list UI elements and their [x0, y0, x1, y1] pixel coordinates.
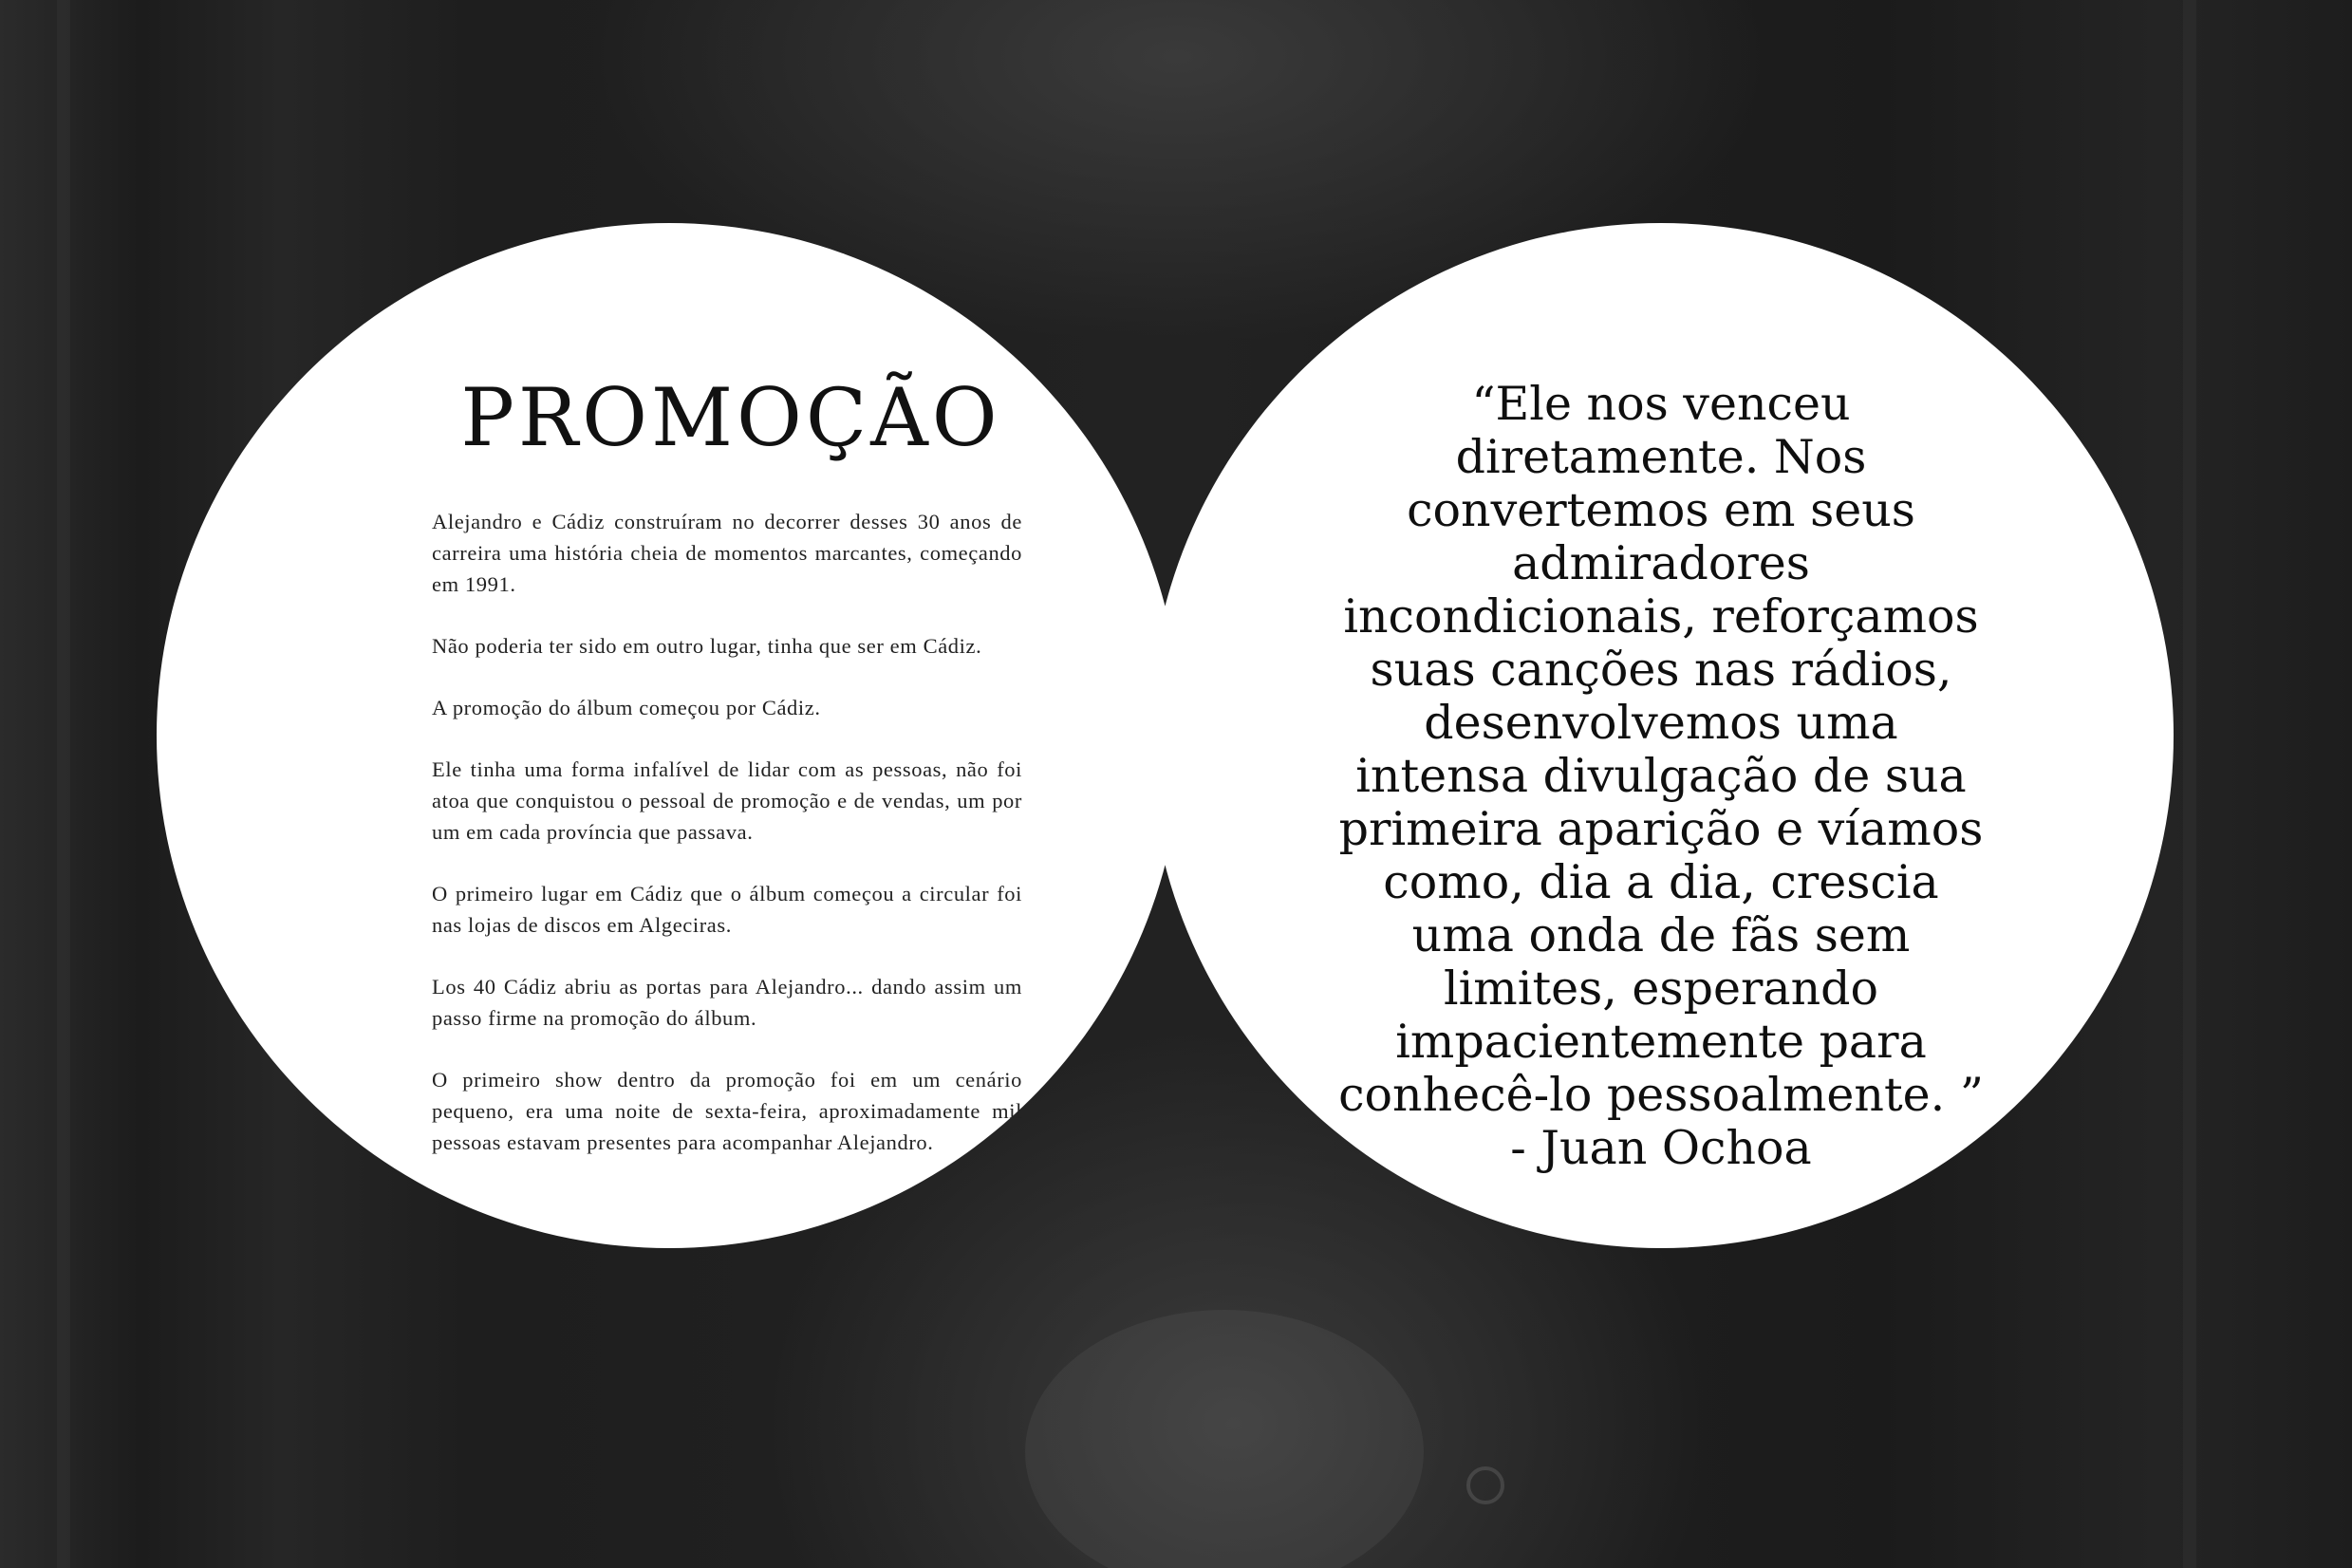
paragraph: Alejandro e Cádiz construíram no decorrer desses 30 anos de carreira uma história cheia de momentos marcantes, começando em 1991. [432, 510, 1022, 596]
background-photo-button [1466, 1466, 1504, 1504]
section-title: PROMOÇÃO [460, 371, 1001, 464]
paragraph: Los 40 Cádiz abriu as portas para Alejandro... dando assim um passo firme na promoção do álbum. [432, 975, 1022, 1030]
paragraph: O primeiro lugar em Cádiz que o álbum começou a circular foi nas lojas de discos em Algeciras. [432, 882, 1022, 937]
paragraph: Não poderia ter sido em outro lugar, tinha que ser em Cádiz. [432, 634, 982, 658]
paragraph: A promoção do álbum começou por Cádiz. [432, 696, 821, 719]
background-photo-collar [1025, 1310, 1424, 1568]
background-photo-stripe [57, 0, 70, 1568]
background-photo-stripe [2183, 0, 2196, 1568]
paragraph: Ele tinha uma forma infalível de lidar com as pessoas, não foi atoa que conquistou o pessoal de promoção e de vendas, um por um em cada província que passava. [432, 757, 1022, 844]
paragraph: O primeiro show dentro da promoção foi em um cenário pequeno, era uma noite de sexta-feira, aproximadamente mil pessoas estavam presentes para acompanhar Alejandro. [432, 1068, 1022, 1154]
pull-quote [1262, 378, 2060, 1175]
quote-author: - Juan Ochoa [1510, 1121, 1812, 1175]
article-body [432, 506, 1022, 1188]
quote-text: “Ele nos venceu diretamente. Nos convertemos em seus admiradores incondicionais, reforçamos suas canções nas rádios, desenvolvemos uma intensa divulgação de sua primeira aparição e víamos como, dia a dia, crescia uma onda de fãs sem limites, esperando impacientemente para conhecê-lo pessoalmente. ” [1338, 377, 1984, 1122]
